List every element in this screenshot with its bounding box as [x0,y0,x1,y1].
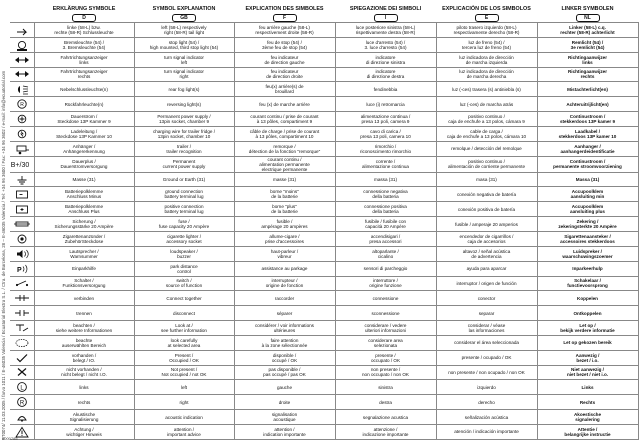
cell-fr: gauche [234,380,335,395]
symbol-cell [10,365,34,380]
header-spacer [10,5,34,13]
cell-de: Nebelschlussleuchte(n) [34,82,134,97]
cell-es: conexión negativa de batería [436,187,537,202]
cell-de: Lautsprecher / Warnsummer [34,246,134,261]
cell-nl: Ontkoppelen [537,306,638,321]
table-row [10,67,638,82]
cell-gb: charging wire for trailer fridge / 13pin socket, chamber 10 [134,126,234,141]
table-row [10,187,638,202]
lang-badge-de: D [72,14,96,22]
cell-gb: Present / Occupied / OK [134,350,234,365]
cell-gb: trailer / trailer recognition [134,141,234,156]
cell-gb: turn signal indicator left [134,52,234,67]
table-row [10,380,638,395]
symbol-cell [10,187,34,202]
cell-es: conector [436,291,537,306]
table-row [10,112,638,127]
cell-es: non presente / non ocupado / non OK [436,365,537,380]
side-note [0,0,10,445]
cell-de: trennen [34,306,134,321]
cell-es: positivo continuo / caja de enchufe a 13 polos, cámara 9 [436,112,537,127]
cell-de: Batteriepolklemme Anschluss Minus [34,187,134,202]
cell-de: Dauerstrom / Steckdose 13P Kammer 9 [34,112,134,127]
symbol-cell [10,380,34,395]
cell-es: cable de carga / caja de enchufe a 13 polos, cámara 10 [436,126,537,141]
cell-it: considerare / vedere ulteriori informazioni [335,321,436,336]
symbol-cell [10,126,34,141]
table-row [10,246,638,261]
cell-nl: Accupoolklem aansluiting plus [537,202,638,217]
cell-nl: Laadkabel / stekkerdoos 13P kamer 10 [537,126,638,141]
cell-es: señalización acústica [436,410,537,425]
cell-de: Masse (31) [34,172,134,187]
cell-nl: Schakelaar / functievoorsprong [537,276,638,291]
cell-it: cavo di carica / presa 13 poli, camera 10 [335,126,436,141]
cell-es: considerar / véase las informaciones [436,321,537,336]
table-row [10,141,638,156]
disconnect-icon [13,307,31,319]
cell-fr: raccorder [234,291,335,306]
cell-fr: borne "moins" de la batterie [234,187,335,202]
cell-gb: right [134,395,234,410]
cell-de: Zigarettenanzünder / ZubehörSteckdose [34,231,134,246]
cell-it: accendisigari / presa accessori [335,231,436,246]
cell-gb: positive connection battery terminal lug [134,202,234,217]
table-row [10,424,638,439]
table-row [10,97,638,112]
cell-es: luz (-ces) trasera (s) antiniebla (s) [436,82,537,97]
symbol-cell [10,23,34,38]
table-row [10,82,638,97]
cell-it: luce posteriore sinistra (58-L) rispettivamente destra (58-R) [335,23,436,38]
cell-de: Bremsleuchte (54) / 3. Bremsleuchte (54) [34,37,134,52]
cell-de: Fahrtrichtungsanzeiger links [34,52,134,67]
cell-fr: courant continu / alimentation permanente electrique permanente [234,156,335,172]
cell-it: rimorchio / riconoscimento rimorchio [335,141,436,156]
cell-es: derecho [436,395,537,410]
cell-es: luz de freno (54) / tercera luz de freno (54) [436,37,537,52]
speaker-icon [13,248,31,260]
cell-nl: Achteruitrijlicht(en) [537,97,638,112]
cell-nl: Attentie / belangrijke instructie [537,424,638,439]
cell-de: Batteriepolklemme Anschluss Plus [34,202,134,217]
cell-nl: Mistachterlicht(en) [537,82,638,97]
table-row [10,172,638,187]
cell-es: luz (-ces) de marcha atrás [436,97,537,112]
cell-it: fendinebbia [335,82,436,97]
cell-es: considerar el área seleccionada [436,335,537,350]
cell-de: nicht vorhanden / nicht belegt / nicht I.O. [34,365,134,380]
cell-gb: park distance control [134,261,234,276]
cell-it: connessione positiva della batteria [335,202,436,217]
cell-gb: reversing light(s) [134,97,234,112]
cell-de: Akustische Signalisierung [34,410,134,425]
cell-fr: disponible / occupé / OK [234,350,335,365]
table-row [10,52,638,67]
cell-nl: Let op gekozen bereik [537,335,638,350]
symbol-cell [10,321,34,336]
table-row [10,37,638,52]
battery-minus-icon [13,188,31,200]
cell-nl: Linker (58-L) c.q. rechter (58-R) achterlicht [537,23,638,38]
header-fr: EXPLICATION DES SIMBOLES [245,5,324,12]
left-l-icon [13,381,31,393]
cell-fr: feu arrière gauche (58-L) respectivement droite (58-R) [234,23,335,38]
cell-it: considerare area selezionata [335,335,436,350]
cell-de: vorhanden / belegt / IO. [34,350,134,365]
cell-gb: loudspeaker / buzzer [134,246,234,261]
cell-es: atención / indicación importante [436,424,537,439]
cell-it: attenzione / indicazione importante [335,424,436,439]
cell-it: destra [335,395,436,410]
svg-text:L: L [20,385,24,392]
cell-es: izquierdo [436,380,537,395]
reversing-icon [13,98,31,110]
turn-signal-left-icon [13,54,31,66]
symbol-cell [10,172,34,187]
symbol-cell [10,231,34,246]
cell-nl: Massa (31) [537,172,638,187]
symbol-cell [10,291,34,306]
cell-nl: Let op / bekijk verdere informatie [537,321,638,336]
cell-gb: stop light (54) / high mounted, third stop light (54) [134,37,234,52]
cell-gb: Connect together [134,291,234,306]
table-row [10,350,638,365]
table-row [10,335,638,350]
table-row [10,261,638,276]
cell-it: connessione negativa della batteria [335,187,436,202]
cell-it: indicatore di direzione destra [335,67,436,82]
symbol-rows [10,23,638,440]
cell-de: linke (58-L) bzw. rechte (58-R) Schlussleuchte [34,23,134,38]
symbol-cell [10,217,34,232]
cell-it: luce (i) retromarcia [335,97,436,112]
symbol-cell [10,202,34,217]
cell-nl: Continustroom / permanente stroomvoorziening [537,156,638,172]
cell-de: Ladeleitung / Steckdose 13P Kammer 10 [34,126,134,141]
table-row [10,202,638,217]
b-plus-30-icon [11,158,33,170]
cell-es: masa (31) [436,172,537,187]
cell-fr: fusible / ampérage 20 ampères [234,217,335,232]
cell-de: Rückfahrleuchte(n) [34,97,134,112]
cell-de: beachte auserwählten Bereich [34,335,134,350]
cell-de: Dauerplus / Dauerstromversorgung [34,156,134,172]
cell-es: positivo continuo / alimentación de corriente permanente [436,156,537,172]
cell-nl: Aanwezig / bezet / i.o. [537,350,638,365]
cell-fr: feu (x) de marche arrière [234,97,335,112]
document-code: 8000785 [2,436,18,441]
cell-es: interruptor / origen de función [436,276,537,291]
symbol-cell [10,67,34,82]
cell-it: presente / occupato / OK [335,350,436,365]
right-r-icon [13,396,31,408]
cigarette-lighter-icon [13,233,31,245]
cell-gb: Not present / Not occupied / not OK [134,365,234,380]
symbol-cell [10,410,34,425]
cell-de: Anhänger / Anhängererkennung [34,141,134,156]
cell-nl: Sigarettenaansteker / accessoires stekkerdoos [537,231,638,246]
header-it: SPIEGAZIONE DEI SIMBOLI [349,5,422,12]
table-row [10,291,638,306]
cell-nl: Accupoolklem aansluiting min [537,187,638,202]
side-note-text: ST0074/ 11.03.2005 / farvo 1011 / E-46035 Valencia / Ecuatorial Electro S.L. / Ctra. de Barcelona, 28 – E-46035 Valencia / Tel: +34 96 3600 / Fax: +34 96 3602 / e-mail: info@ecuatorial.com [1,70,6,440]
cell-gb: left [134,380,234,395]
symbol-cell [10,395,34,410]
symbol-cell [10,82,34,97]
cell-fr: droite [234,395,335,410]
cell-es: piloto trasero izquierdo (58-L) respectivamente derecho (58-R) [436,23,537,38]
cell-nl: Continustroom / stekkerdoos 13P kamer 9 [537,112,638,127]
cell-gb: acoustic indication [134,410,234,425]
switch-icon [13,277,31,289]
lang-badge-nl: NL [576,14,600,22]
trailer-icon [13,143,31,155]
symbol-table [10,5,639,440]
symbol-cell [10,156,34,172]
cell-es: ayuda para aparcar [436,261,537,276]
symbol-cell [10,306,34,321]
cell-nl: Inparkeerhulp [537,261,638,276]
cell-it: connessione [335,291,436,306]
lang-badge-es: E [475,14,499,22]
cell-gb: attention / important advice [134,424,234,439]
table-row [10,321,638,336]
cell-gb: fuse / fuse capacity 20 Ampère [134,217,234,232]
header-nl: LINKER SYMBOLEN [561,5,614,12]
cell-fr: feu(x) arrière(s) de brouillard [234,82,335,97]
symbol-cell [10,37,34,52]
cell-gb: ground connection battery terminal lug [134,187,234,202]
cell-it: sconnessione [335,306,436,321]
cell-fr: feu indicateur de direction gauche [234,52,335,67]
check-ok-icon [13,352,31,364]
cell-nl: Luidspreker / waarschuwingszoemer [537,246,638,261]
cell-gb: Look at / see further information [134,321,234,336]
fuse-icon [13,218,31,230]
cell-it: sinistra [335,380,436,395]
cell-fr: attention / indication importante [234,424,335,439]
cell-it: luce d'arresto (54) / 3. luce d'arresto (54) [335,37,436,52]
table-row [10,365,638,380]
cell-it: non presente / non occupato / non OK [335,365,436,380]
cell-de: Einparkhilfe [34,261,134,276]
battery-plus-icon [13,203,31,215]
turn-left-icon [13,24,31,36]
cell-fr: signalisation acoustique [234,410,335,425]
cell-es: luz indicadora de dirección de marcha izquierda [436,52,537,67]
cell-fr: remorque / détection de la fonction "remorque" [234,141,335,156]
rear-fog-icon [13,83,31,95]
continuous-plus-icon [13,113,31,125]
table-row [10,276,638,291]
cell-nl: Niet aanwezig / niet bezet / niet i.o. [537,365,638,380]
cell-gb: Ground or Earth (31) [134,172,234,187]
charging-icon [13,128,31,140]
svg-text:R: R [19,102,24,109]
cell-fr: interrupteur / origine de fonction [234,276,335,291]
symbol-cell [10,246,34,261]
header-row [10,5,638,13]
language-row [10,13,638,23]
cell-nl: Aanhanger / aanhangerdeidentificatie [537,141,638,156]
symbol-cell [10,52,34,67]
cell-nl: Remlicht (54) / 3e remlicht (54) [537,37,638,52]
cell-nl: Koppelen [537,291,638,306]
cell-fr: masse (31) [234,172,335,187]
symbol-cell [10,276,34,291]
cell-fr: feu indicateur de direction droite [234,67,335,82]
cell-es: remolque / detección del remolque [436,141,537,156]
acoustic-icon [13,411,31,423]
cell-gb: Permanent power supply / 13pin socket, chamber 9 [134,112,234,127]
cell-nl: Akoestische signalering [537,410,638,425]
cell-it: fusibile / fusibile con capacità 20 Ampère [335,217,436,232]
ground-icon [13,174,31,186]
cell-de: verbinden [34,291,134,306]
symbol-cell [10,112,34,127]
cross-nok-icon [13,366,31,378]
cell-es: altavoz / señal acústica de advertencia [436,246,537,261]
table-row [10,410,638,425]
cell-de: Sicherung / Sicherungsstärke 20 Ampère [34,217,134,232]
cell-fr: feu de stop (54) / 3ème feu de stop (54) [234,37,335,52]
cell-it: indicatore di direzione sinistra [335,52,436,67]
cell-gb: turn signal indicator right [134,67,234,82]
header-de: ERKLÄRUNG SYMBOLE [52,5,116,12]
svg-text:P: P [16,266,22,274]
turn-signal-right-icon [13,68,31,80]
header-es: EXPLICACIÓN DE LOS SIMBOLOS [442,5,531,12]
header-gb: SYMBOL EXPLANATION [152,5,216,12]
cell-es: fusible / amperaje 20 amperios [436,217,537,232]
cell-gb: look carefully at selected area [134,335,234,350]
table-row [10,306,638,321]
cell-fr: faire attention à la zone sélectionnée [234,335,335,350]
cell-gb: Permanent current power supply [134,156,234,172]
cell-it: massa (31) [335,172,436,187]
cell-fr: courant continu / prise de courant à 13 pôles, compartiment 9 [234,112,335,127]
symbol-cell [10,261,34,276]
cell-es: encendedor de cigarrillos / caja de accesorios [436,231,537,246]
symbol-cell [10,141,34,156]
cell-de: Achtung / wichtiger Hinweis [34,424,134,439]
cell-es: conexión positiva de batería [436,202,537,217]
cell-fr: câble de charge / prise de courant à 13 pôles, compartiment 10 [234,126,335,141]
park-distance-icon [13,263,31,275]
language-spacer [10,13,34,23]
cell-fr: borne "plus" de la batterie [234,202,335,217]
cell-gb: left (58-L) respectively right (58-R) tail light [134,23,234,38]
cell-gb: switch / source of function [134,276,234,291]
cell-de: rechts [34,395,134,410]
cell-it: sensori di parcheggio [335,261,436,276]
table-row [10,395,638,410]
cell-es: presente / ocupado / OK [436,350,537,365]
cell-nl: Richtingaanwijzer links [537,52,638,67]
table-row [10,126,638,141]
selected-area-icon [13,337,31,349]
table-row [10,156,638,172]
cell-fr: allume-cigare / prise d'accessoires [234,231,335,246]
cell-de: Schalter / Funktionsversorgung [34,276,134,291]
cell-es: separar [436,306,537,321]
cell-es: luz indicadora de dirección de marcha derecha [436,67,537,82]
info-icon [13,322,31,334]
cell-nl: Rechts [537,395,638,410]
cell-fr: pas disponible / pas occupé / pas OK [234,365,335,380]
symbol-cell [10,97,34,112]
lang-badge-fr: F [273,14,297,22]
cell-de: links [34,380,134,395]
svg-text:R: R [19,400,24,407]
cell-de: beachten / siehe weitere Informationen [34,321,134,336]
symbol-legend-sheet [10,5,638,442]
lang-badge-it: I [374,14,398,22]
cell-fr: séparer [234,306,335,321]
cell-it: interruttore / origine funzione [335,276,436,291]
svg-text:B+/30: B+/30 [11,162,30,170]
cell-it: corrente / alimentazione continua [335,156,436,172]
symbol-cell [10,350,34,365]
cell-de: Fahrtrichtungsanzeiger rechts [34,67,134,82]
cell-nl: Richtingaanwijzer rechts [537,67,638,82]
cell-it: segnalazione acustica [335,410,436,425]
cell-it: alimentazione continua / presa 13 poli, camera 9 [335,112,436,127]
cell-fr: considérer / voir informations ultérieures [234,321,335,336]
symbol-cell [10,335,34,350]
lang-badge-gb: GB [172,14,196,22]
table-row [10,23,638,38]
cell-it: altoparlante / cicalino [335,246,436,261]
brake-light-icon [13,39,31,51]
cell-gb: cigarette lighter / accessory socket [134,231,234,246]
cell-fr: assistance au parkage [234,261,335,276]
cell-fr: haut-parleur / vibreur [234,246,335,261]
table-row [10,231,638,246]
cell-nl: Zekering / zekeringsterkte 20 Ampère [537,217,638,232]
connect-icon [13,292,31,304]
cell-gb: disconnect [134,306,234,321]
cell-nl: Links [537,380,638,395]
table-row [10,217,638,232]
cell-gb: rear fog light(s) [134,82,234,97]
